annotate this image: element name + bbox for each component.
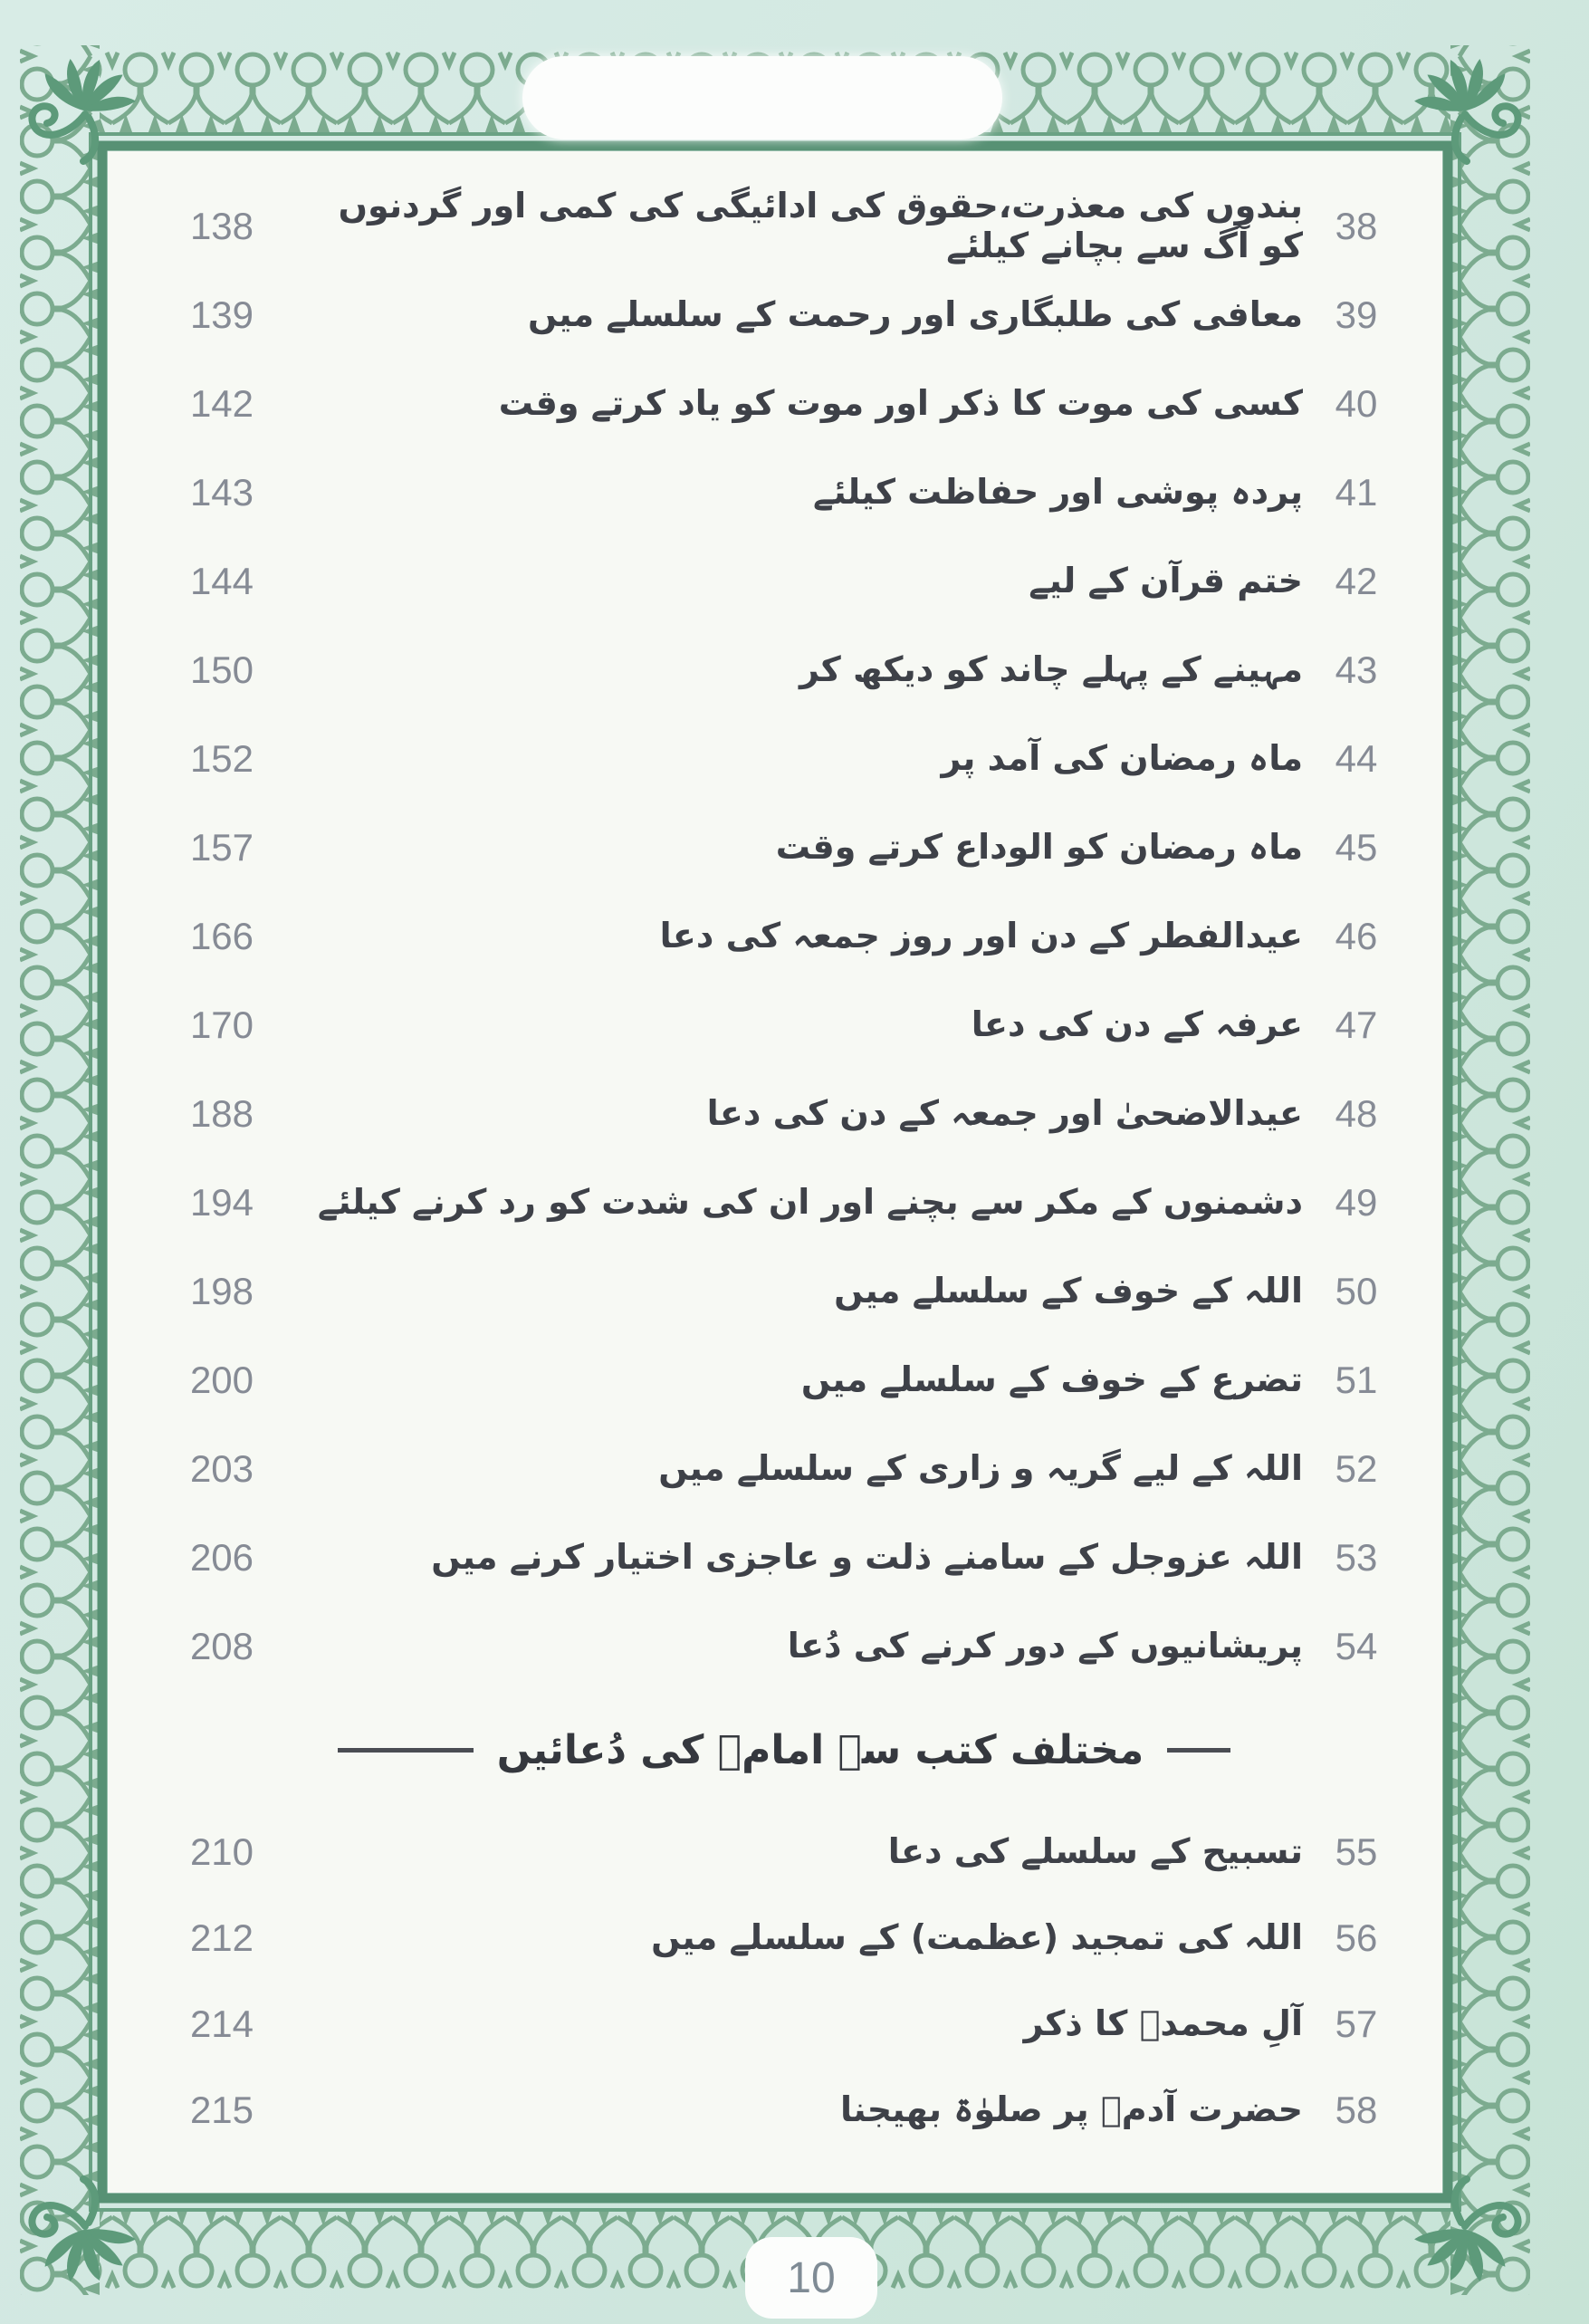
page-number-cell: 188 (189, 1092, 254, 1135)
entry-number-cell: 55 (1335, 1829, 1378, 1873)
entry-number-cell: 49 (1335, 1181, 1378, 1224)
page-number-cell: 203 (189, 1447, 254, 1490)
entry-number-cell: 43 (1335, 648, 1378, 691)
entry-number-cell: 54 (1335, 1625, 1378, 1667)
page-number-cell: 138 (189, 205, 254, 247)
entry-title-cell: معافی کی طلبگاری اور رحمت کے سلسلے میں (527, 294, 1303, 335)
page-number-cell: 170 (189, 1004, 254, 1046)
entry-title-cell: پریشانیوں کے دور کرنے کی دُعا (787, 1626, 1303, 1666)
entry-title-cell: عیدالاضحیٰ اور جمعہ کے دن کی دعا (706, 1093, 1303, 1134)
entry-title-cell: ختم قرآن کے لیے (1029, 561, 1303, 601)
entry-title-cell: عیدالفطر کے دن اور روز جمعہ کی دعا (659, 916, 1303, 956)
toc-row (158, 803, 1410, 892)
entry-number-cell: 44 (1335, 737, 1378, 780)
toc-row (158, 1070, 1410, 1158)
entry-number-cell: 50 (1335, 1270, 1378, 1312)
footer-page-number-box (745, 2237, 877, 2319)
entry-title-cell: اللہ کے لیے گریہ و زاری کے سلسلے میں (658, 1448, 1303, 1489)
entry-title-cell: بندوں کی معذرت،حقوق کی ادائیگی کی کمی اور گردنوں کو آگ سے بچانے کیلئے (338, 186, 1303, 265)
entry-title-cell: ماہ رمضان کی آمد پر (941, 738, 1303, 779)
entry-title-cell: اللہ کی تمجید (عظمت) کے سلسلے میں (651, 1916, 1303, 1957)
toc-row (158, 537, 1410, 626)
entry-title-cell: تسبیح کے سلسلے کی دعا (887, 1830, 1303, 1871)
entry-number-cell: 56 (1335, 1916, 1378, 1959)
heading-dash (338, 1748, 474, 1753)
page-number-cell: 215 (189, 2088, 254, 2131)
page-number-cell: 208 (189, 1625, 254, 1667)
page-number-cell: 198 (189, 1270, 254, 1312)
section-heading: مختلف کتب سے امامؑ کی دُعائیں (496, 1726, 1144, 1773)
entry-number-cell: 40 (1335, 382, 1378, 425)
page-number-cell: 210 (189, 1829, 254, 1873)
toc-row (158, 1602, 1410, 1691)
toc-row (158, 1247, 1410, 1336)
page-number-cell: 166 (189, 915, 254, 957)
entry-number-cell: 57 (1335, 2002, 1378, 2045)
entry-title-cell: پردہ پوشی اور حفاظت کیلئے (813, 472, 1303, 513)
toc-list (108, 151, 1442, 2193)
toc-row (158, 1809, 1410, 1895)
toc-row (158, 1425, 1410, 1513)
entry-number-cell: 42 (1335, 560, 1378, 602)
entry-number-cell: 53 (1335, 1536, 1378, 1579)
section-heading-row (158, 1691, 1410, 1809)
page-number-cell: 152 (189, 737, 254, 780)
entry-number-cell: 58 (1335, 2088, 1378, 2131)
page-number-cell: 143 (189, 471, 254, 514)
toc-row (158, 360, 1410, 448)
page-number-cell: 200 (189, 1359, 254, 1401)
entry-title-cell: اللہ عزوجل کے سامنے ذلت و عاجزی اختیار کرنے میں (431, 1537, 1303, 1578)
toc-row (158, 626, 1410, 715)
entry-number-cell: 41 (1335, 471, 1378, 514)
entry-number-cell: 46 (1335, 915, 1378, 957)
entry-title-cell: مہینے کے پہلے چاند کو دیکھ کر (799, 649, 1303, 690)
entry-number-cell: 51 (1335, 1359, 1378, 1401)
toc-row (158, 1981, 1410, 2067)
toc-row (158, 271, 1410, 360)
page-number-cell: 194 (189, 1181, 254, 1224)
entry-number-cell: 45 (1335, 826, 1378, 869)
header-label-box (522, 56, 1002, 139)
page-number-cell: 157 (189, 826, 254, 869)
toc-row (158, 182, 1410, 271)
toc-row (158, 448, 1410, 537)
page-number-cell: 142 (189, 382, 254, 425)
entry-number-cell: 38 (1335, 205, 1378, 247)
entry-title-cell: اللہ کے خوف کے سلسلے میں (834, 1271, 1303, 1311)
toc-row (158, 1513, 1410, 1602)
entry-title-cell: ماہ رمضان کو الوداع کرتے وقت (775, 827, 1303, 868)
page-number-cell: 144 (189, 560, 254, 602)
entry-title-cell: کسی کی موت کا ذکر اور موت کو یاد کرتے وقت (498, 383, 1303, 424)
toc-row (158, 1895, 1410, 1981)
entry-title-cell: عرفہ کے دن کی دعا (971, 1004, 1303, 1045)
entry-number-cell: 39 (1335, 293, 1378, 336)
entry-title-cell: حضرت آدمؑ پر صلوٰۃ بھیجنا (839, 2089, 1303, 2129)
toc-row (158, 1336, 1410, 1425)
toc-row (158, 1158, 1410, 1247)
footer-page-number: 10 (787, 2253, 836, 2302)
page-number-cell: 206 (189, 1536, 254, 1579)
toc-row (158, 892, 1410, 981)
entry-number-cell: 52 (1335, 1447, 1378, 1490)
toc-row (158, 2067, 1410, 2153)
toc-row (158, 981, 1410, 1070)
page-number-cell: 212 (189, 1916, 254, 1959)
toc-row (158, 715, 1410, 803)
page-number-cell: 214 (189, 2002, 254, 2045)
heading-dash (1167, 1748, 1230, 1753)
entry-number-cell: 48 (1335, 1092, 1378, 1135)
page-number-cell: 139 (189, 293, 254, 336)
entry-number-cell: 47 (1335, 1004, 1378, 1046)
entry-title-cell: آلِ محمدؐ کا ذکر (1023, 2002, 1303, 2043)
entry-title-cell: دشمنوں کے مکر سے بچنے اور ان کی شدت کو رد کرنے کیلئے (317, 1182, 1303, 1223)
entry-title-cell: تضرع کے خوف کے سلسلے میں (800, 1359, 1303, 1400)
page-number-cell: 150 (189, 648, 254, 691)
